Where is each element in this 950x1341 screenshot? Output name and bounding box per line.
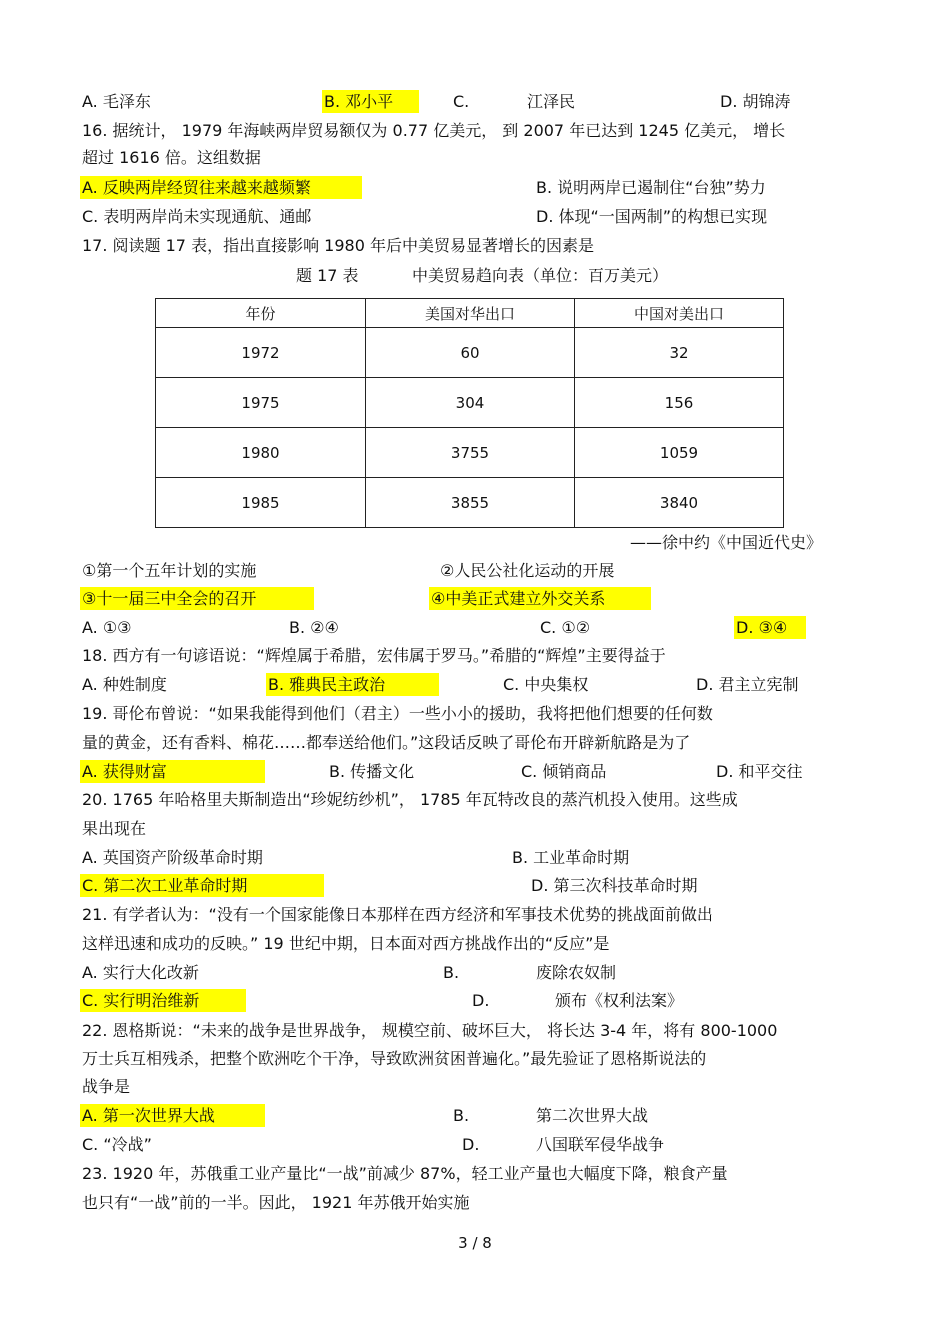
q18-option-a: A. 种姓制度 [82,675,167,694]
q16-stem-line2: 超过 1616 倍。这组数据 [82,148,261,167]
table-cell: 304 [366,378,575,428]
q19-option-b: B. 传播文化 [329,762,415,781]
q21-stem-line1: 21. 有学者认为：“没有一个国家能像日本那样在西方经济和军事技术优势的挑战面前做出 [82,905,713,924]
q21-stem-line2: 这样迅速和成功的反映。” 19 世纪中期，日本面对西方挑战作出的“反应”是 [82,934,610,953]
table-cell: 1985 [156,478,366,528]
table-cell: 1980 [156,428,366,478]
table-source: ——徐中约《中国近代史》 [630,533,823,552]
table-caption-label: 题 17 表 [296,266,359,285]
q17-stem: 17. 阅读题 17 表，指出直接影响 1980 年后中美贸易显著增长的因素是 [82,236,594,255]
q16-option-a: A. 反映两岸经贸往来越来越频繁 [82,178,311,197]
table-cell: 3855 [366,478,575,528]
q18-option-b: B. 雅典民主政治 [268,675,386,694]
q15-option-b: B. 邓小平 [324,92,394,111]
table-header-row [156,299,784,328]
q22-stem-line1: 22. 恩格斯说：“未来的战争是世界战争， 规模空前、破坏巨大， 将长达 3-4 年，将有 800-1000 [82,1021,778,1040]
q16-option-c: C. 表明两岸尚未实现通航、通邮 [82,207,312,226]
table-cell: 1975 [156,378,366,428]
table-cell: 60 [366,328,575,378]
table-cell: 3840 [575,478,784,528]
q22-option-d: D. [462,1135,480,1154]
q16-option-b: B. 说明两岸已遏制住“台独”势力 [536,178,766,197]
trade-table [155,298,784,528]
q15-option-a: A. 毛泽东 [82,92,151,111]
q16-stem-line1: 16. 据统计， 1979 年海峡两岸贸易额仅为 0.77 亿美元， 到 2007 年已达到 1245 亿美元， 增长 [82,121,786,140]
q16-option-d: D. 体现“一国两制”的构想已实现 [536,207,768,226]
q21-option-d: D. [472,991,490,1010]
q15-option-d: D. 胡锦涛 [720,92,791,111]
table-cell: 32 [575,328,784,378]
table-cell: 3755 [366,428,575,478]
q17-item-3: ③十一届三中全会的召开 [82,589,257,608]
table-row [156,478,784,528]
q20-option-c: C. 第二次工业革命时期 [82,876,248,895]
q21-option-d-text: 颁布《权利法案》 [555,991,684,1010]
q17-option-a: A. ①③ [82,618,132,637]
q20-option-a: A. 英国资产阶级革命时期 [82,848,263,867]
table-header: 年份 [156,299,366,328]
q15-option-c-text: 江泽民 [527,92,576,111]
table-header: 美国对华出口 [366,299,575,328]
q22-option-c: C. “冷战” [82,1135,152,1154]
table-cell: 1059 [575,428,784,478]
q17-item-1: ①第一个五年计划的实施 [82,561,257,580]
q20-stem-line2: 果出现在 [82,819,147,838]
q19-option-c: C. 倾销商品 [521,762,607,781]
page-number: 3 / 8 [458,1234,492,1252]
q22-option-a: A. 第一次世界大战 [82,1106,215,1125]
q17-option-c: C. ①② [540,618,591,637]
q18-option-d: D. 君主立宪制 [696,675,799,694]
q22-stem-line3: 战争是 [82,1077,131,1096]
q22-option-b: B. [453,1106,470,1125]
q21-option-a: A. 实行大化改新 [82,963,199,982]
table-row [156,328,784,378]
q23-stem-line1: 23. 1920 年，苏俄重工业产量比“一战”前减少 87%，轻工业产量也大幅度下降，粮食产量 [82,1164,728,1183]
q19-option-d: D. 和平交往 [716,762,803,781]
q19-stem-line2: 量的黄金，还有香料、棉花……都奉送给他们。”这段话反映了哥伦布开辟新航路是为了 [82,733,691,752]
q21-option-c: C. 实行明治维新 [82,991,200,1010]
q15-option-c: C. [453,92,470,111]
q17-option-d: D. ③④ [736,618,788,637]
q22-option-d-text: 八国联军侵华战争 [536,1135,665,1154]
q21-option-b-text: 废除农奴制 [536,963,617,982]
q17-option-b: B. ②④ [289,618,339,637]
q20-option-d: D. 第三次科技革命时期 [531,876,698,895]
q23-stem-line2: 也只有“一战”前的一半。因此， 1921 年苏俄开始实施 [82,1193,470,1212]
q21-option-b: B. [443,963,460,982]
q19-stem-line1: 19. 哥伦布曾说：“如果我能得到他们（君主）一些小小的援助，我将把他们想要的任何数 [82,704,713,723]
q22-option-b-text: 第二次世界大战 [536,1106,649,1125]
table-cell: 156 [575,378,784,428]
q20-stem-line1: 20. 1765 年哈格里夫斯制造出“珍妮纺纱机”， 1785 年瓦特改良的蒸汽机投入使用。这些成 [82,790,738,809]
q20-option-b: B. 工业革命时期 [512,848,630,867]
table-header: 中国对美出口 [575,299,784,328]
q18-option-c: C. 中央集权 [503,675,589,694]
table-row [156,428,784,478]
q18-stem: 18. 西方有一句谚语说：“辉煌属于希腊，宏伟属于罗马。”希腊的“辉煌”主要得益于 [82,646,666,665]
q22-stem-line2: 万士兵互相残杀，把整个欧洲吃个干净，导致欧洲贫困普遍化。”最先验证了恩格斯说法的 [82,1049,707,1068]
q17-item-4: ④中美正式建立外交关系 [431,589,606,608]
table-cell: 1972 [156,328,366,378]
q19-option-a: A. 获得财富 [82,762,167,781]
table-row [156,378,784,428]
q17-item-2: ②人民公社化运动的开展 [440,561,615,580]
table-caption-title: 中美贸易趋向表（单位：百万美元） [412,266,669,285]
